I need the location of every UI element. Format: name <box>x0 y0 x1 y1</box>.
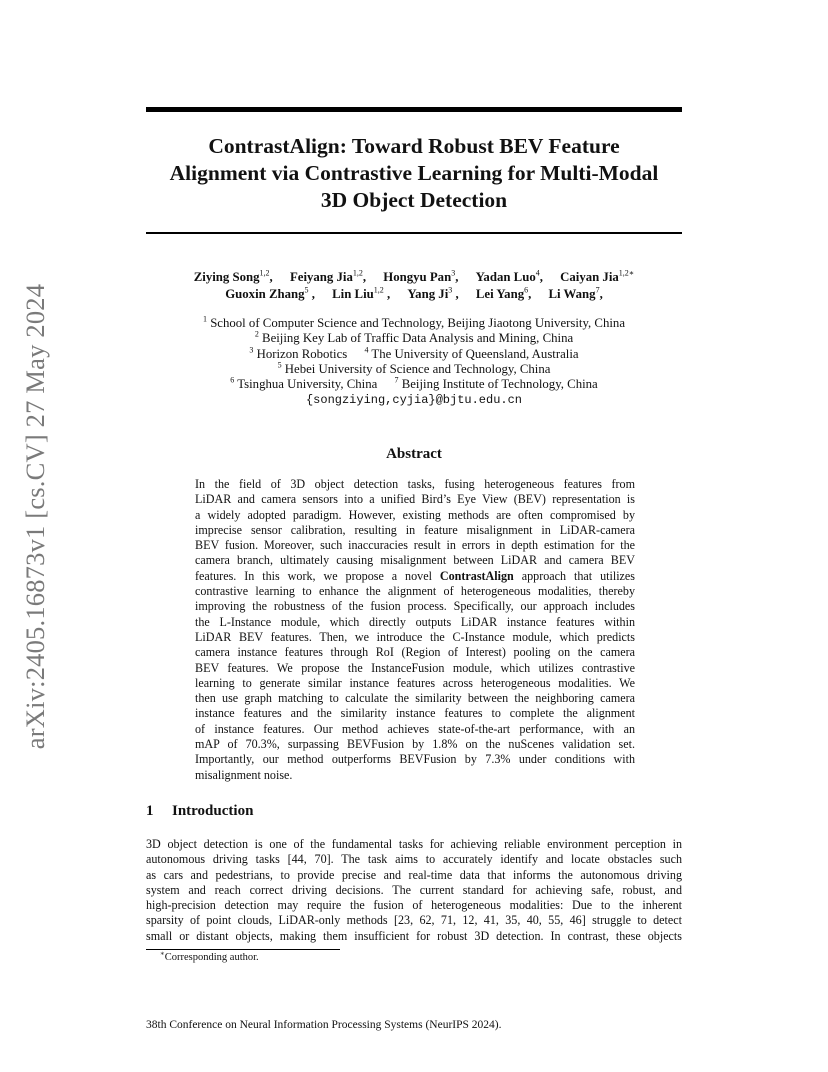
title-line: 3D Object Detection <box>320 188 508 212</box>
affiliation: $^6$ Tsinghua University, China <box>230 375 378 392</box>
abstract-line: BEV fusion. Moreover, such inaccuracies result in errors in depth estimation for the <box>195 538 635 553</box>
affiliation: $^1$ School of Computer Science and Technology, Beijing Jiaotong University, China <box>202 314 626 330</box>
abstract-line: of instance features. Our method achieves state-of-the-art performance, with an <box>195 721 635 736</box>
section-heading-introduction <box>146 803 682 820</box>
introduction-body <box>146 837 682 944</box>
abstract-line: instance features and the similarity instance features to complete the alignment <box>195 706 635 721</box>
arxiv-identifier[interactable]: arXiv:2405.16873v1 [cs.CV] 27 May 2024 <box>20 283 51 749</box>
footnote-text: Corresponding author. <box>164 952 259 963</box>
affiliation-list <box>146 316 682 409</box>
affiliation-line <box>146 316 682 331</box>
conference-footer: 38th Conference on Neural Information Processing Systems (NeurIPS 2024). <box>146 1019 502 1031</box>
intro-line: system and reach correct driving decisions. The current standard for achieving safe, robust, and <box>146 882 682 897</box>
footnote-rule <box>146 949 340 950</box>
abstract-line: Importantly, our method outperforms BEVFusion by 7.3% under conditions with <box>195 752 635 767</box>
abstract-line: BEV features. We propose the InstanceFusion module, which utilizes contrastive <box>195 660 635 675</box>
affiliation-line <box>146 377 682 392</box>
affiliation: $^3$ Horizon Robotics <box>249 345 348 361</box>
abstract-line: improving the robustness of the fusion process. Specifically, our approach includes <box>195 599 635 614</box>
title-line: ContrastAlign: Toward Robust BEV Feature <box>208 134 620 158</box>
title-bottom-rule <box>146 232 682 234</box>
footnote-mark: ∗ <box>160 949 165 958</box>
author: Li Wang$^7$, <box>548 285 603 301</box>
affiliation: $^4$ The University of Queensland, Australia <box>364 345 579 361</box>
author: Yang Ji$^3$ , <box>407 285 459 301</box>
abstract-line: imprecise sensor calibration, resulting in feature misalignment in LiDAR-camera <box>195 522 635 537</box>
author: Guoxin Zhang$^5$ , <box>225 285 315 301</box>
abstract-line: learning to generate similar instance features across heterogeneous modalities. We <box>195 675 635 690</box>
affiliation-line <box>146 392 682 408</box>
abstract-line: camera instance features through RoI (Region of Interest) pooling on the camera <box>195 645 635 660</box>
intro-line: small or distant objects, making them insufficient for robust 3D detection. In contrast, these objects <box>146 928 682 943</box>
author: Lei Yang$^6$, <box>475 285 532 301</box>
affiliation-line <box>146 347 682 362</box>
abstract-line: then use graph matching to calculate the similarity between the neighboring camera <box>195 691 635 706</box>
abstract-line: misalignment noise. <box>195 767 293 782</box>
abstract-line: contrastive learning to enhance the alignment of heterogeneous modalities, thereby <box>195 584 635 599</box>
contact-email[interactable]: {songziying,cyjia}@bjtu.edu.cn <box>305 393 523 408</box>
affiliation-line <box>146 362 682 377</box>
footnote <box>160 951 259 964</box>
author: Hongyu Pan$^3$, <box>383 268 459 284</box>
section-title: Introduction <box>172 803 254 819</box>
abstract-line: features. In this work, we propose a novel ContrastAlign approach that utilizes <box>195 568 635 583</box>
author-line <box>146 286 682 303</box>
affiliation: $^7$ Beijing Institute of Technology, China <box>394 375 598 392</box>
arxiv-sidebar <box>21 274 51 758</box>
author: Yadan Luo$^4$, <box>475 268 543 284</box>
method-name: ContrastAlign <box>439 568 514 583</box>
intro-line: high-precision detection may require the fusion of heterogeneous modalities: Due to the inherent <box>146 898 682 913</box>
author-line <box>146 269 682 286</box>
abstract-line: camera branch, ultimately causing misalignment between LiDAR and camera BEV <box>195 553 635 568</box>
author: Ziying Song$^{1,2}$, <box>193 268 273 284</box>
section-number: 1 <box>146 803 154 819</box>
intro-line: autonomous driving tasks [44, 70]. The task aims to accurately identify and locate obstacles such <box>146 852 682 867</box>
title-line: Alignment via Contrastive Learning for Multi-Modal <box>169 161 659 185</box>
abstract-line: LiDAR BEV features. Then, we introduce the C-Instance module, which predicts <box>195 629 635 644</box>
author-list <box>146 269 682 303</box>
abstract-line: a widely adopted paradigm. However, existing methods are often compromised by <box>195 507 635 522</box>
affiliation: $^5$ Hebei University of Science and Technology, China <box>277 360 551 376</box>
affiliation: $^2$ Beijing Key Lab of Traffic Data Analysis and Mining, China <box>254 330 574 346</box>
author: Feiyang Jia$^{1,2}$, <box>289 268 367 284</box>
abstract-line: mAP of 70.3%, surpassing BEVFusion by 1.8% on the nuScenes validation set. <box>195 737 635 752</box>
title-top-rule <box>146 107 682 112</box>
paper-title <box>146 133 682 214</box>
intro-line: as cars and pedestrians, to provide precise and real-time data that informs the autonomous driving <box>146 867 682 882</box>
abstract-line: LiDAR and camera sensors into a unified Bird’s Eye View (BEV) representation is <box>195 492 635 507</box>
author: Caiyan Jia$^{1,2∗}$ <box>560 268 635 284</box>
intro-line: sparsity of point clouds, LiDAR-only methods [23, 62, 71, 12, 41, 35, 40, 55, 46] struggle to detect <box>146 913 682 928</box>
abstract-heading: Abstract <box>386 446 442 462</box>
abstract-line: the L-Instance module, which directly outputs LiDAR instance features within <box>195 614 635 629</box>
affiliation-line <box>146 331 682 346</box>
abstract-body <box>195 477 635 783</box>
abstract-line: In the field of 3D object detection tasks, fusing heterogeneous features from <box>195 477 635 491</box>
intro-line: 3D object detection is one of the fundamental tasks for achieving reliable environment perception in <box>146 837 682 851</box>
author: Lin Liu$^{1,2}$ , <box>332 285 391 301</box>
